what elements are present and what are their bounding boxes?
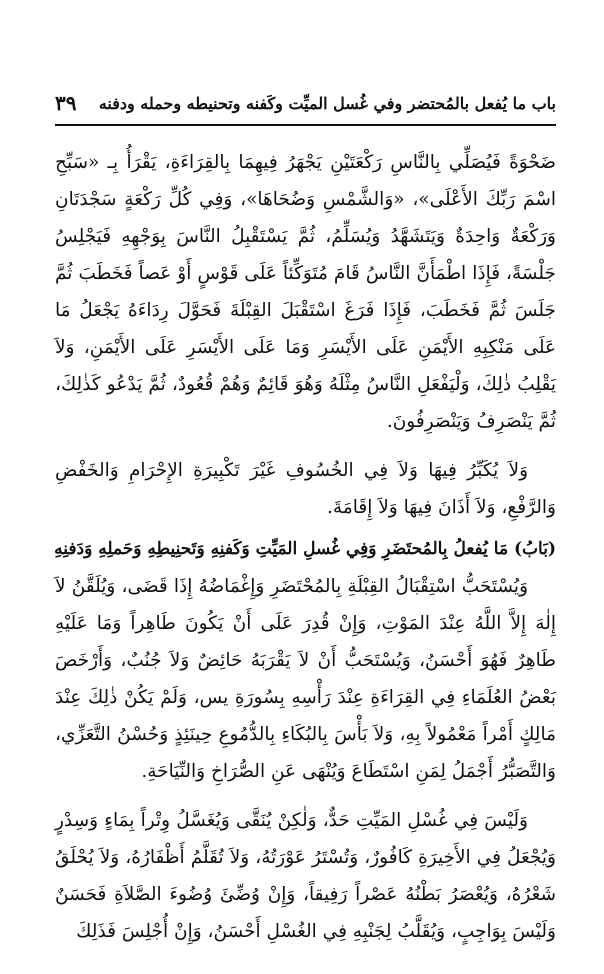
header-title: باب ما يُفعل بالمُحتضر وفي غُسل الميِّت وكَفنه وتحنيطه وحمله ودفنه <box>98 93 556 113</box>
page-number: ٣٩ <box>55 91 77 115</box>
paragraph: وَيُسْتَحَبُّ اسْتِقْبَالُ القِبْلَةِ بِالمُحْتَضَرِ وَإِغْمَاضُهُ إِذَا قَضَى، وَيُلَقَّنُ لاَ إِلٰهَ إِلاَّ اللَّهُ عِنْدَ المَوْتِ، وَإِنْ قُدِرَ عَلَى أَنْ يَكُونَ طَاهِراً وَمَا عَلَيْهِ طَاهِرٌ فَهُوَ أَحْسَنُ، وَيُسْتَحَبُّ أَنْ لاَ يَقْرَبَهُ حَائِضٌ وَلاَ جُنُبٌ، وَأَرْخَصَ بَعْضُ العُلَمَاءِ فِي القِرَاءَةِ عِنْدَ رَأْسِهِ بِسُورَةِ يس، وَلَمْ يَكُنْ ذٰلِكَ عِنْدَ مَالِكٍ أَمْراً مَعْمُولاً بِهِ، وَلاَ بَأْسَ بِالبُكَاءِ بِالدُّمُوعِ حِينَئِذٍ وَحُسْنُ التَّعَزِّي، وَالتَّصَبُّرُ أَجْمَلُ لِمَنِ اسْتَطَاعَ وَيُنْهَى عَنِ الصُّرَاخِ وَالنِّيَاحَةِ. <box>55 576 556 782</box>
running-header <box>55 86 556 120</box>
paragraph: وَلَيْسَ فِي غُسْلِ المَيِّتِ حَدٌّ، وَلٰكِنْ يُنَقَّى وَيُغَسَّلُ وِتْراً بِمَاءٍ وَسِدْرٍ وَيُجْعَلُ فِي الأَخِيرَةِ كَافُورٌ، وَتُسْتَرُ عَوْرَتُهُ، وَلاَ تُقَلَّمُ أَظْفَارُهُ، وَلاَ يُحْلَقُ شَعْرُهُ، وَيُعْصَرُ بَطْنُهُ عَصْراً رَفِيقاً، وَإِنْ وُضِّئَ وُضُوءَ الصَّلاَةِ فَحَسَنٌ وَلَيْسَ بِوَاجِبٍ، وَيُقَلَّبُ لِجَنْبِهِ فِي الغُسْلِ أَحْسَنُ، وَإِنْ أُجْلِسَ فَذَلِكَ <box>55 810 556 942</box>
paragraph: وَلاَ يُكَبِّرُ فِيهَا وَلاَ فِي الخُسُوفِ غَيْرَ تَكْبِيرَةِ الإِحْرَامِ وَالخَفْضِ وَالرَّفْعِ، وَلاَ أَذَانَ فِيهَا وَلاَ إِقَامَةَ. <box>55 460 556 518</box>
body-text <box>55 144 556 950</box>
header-rule <box>55 124 556 126</box>
section-heading: (بَابُ) مَا يُفعلُ بِالمُحتَضَرِ وَفِي غُسلِ المَيِّتِ وَكَفنِهِ وَتَحنِيطِهِ وَحَملِهِ وَدَفنِهِ <box>54 539 556 559</box>
paragraph: ضَحْوَةً فَيُصَلِّي بِالنَّاسِ رَكْعَتَيْنِ يَجْهَرُ فِيهِمَا بِالقِرَاءَةِ، يَقْرَأُ بِـ «سَبِّحِ اسْمَ رَبِّكَ الأَعْلَى»، «وَالشَّمْسِ وَضُحَاهَا»، وَفِي كُلِّ رَكْعَةٍ سَجْدَتَانِ وَرَكْعَةٌ وَاحِدَةٌ وَيَتَشَهَّدُ وَيُسَلِّمُ، ثُمَّ يَسْتَقْبِلُ النَّاسَ بِوَجْهِهِ فَيَجْلِسُ جَلْسَةً، فَإِذَا اطْمَأَنَّ النَّاسُ قَامَ مُتَوَكِّئاً عَلَى قَوْسٍ أَوْ عَصاً فَخَطَبَ ثُمَّ جَلَسَ ثُمَّ فَخَطَبَ، فَإِذَا فَرَغَ اسْتَقْبَلَ القِبْلَةَ فَحَوَّلَ رِدَاءَهُ يَجْعَلُ مَا عَلَى مَنْكِبِهِ الأَيْمَنِ عَلَى الأَيْسَرِ وَمَا عَلَى الأَيْسَرِ عَلَى الأَيْمَنِ، وَلاَ يَقْلِبُ ذٰلِكَ، وَلْيَفْعَلِ النَّاسُ مِثْلَهُ وَهُوَ قَائِمٌ وَهُمْ قُعُودٌ، ثُمَّ يَدْعُو كَذٰلِكَ، ثُمَّ يَنْصَرِفُ وَيَنْصَرِفُونَ. <box>55 152 556 432</box>
